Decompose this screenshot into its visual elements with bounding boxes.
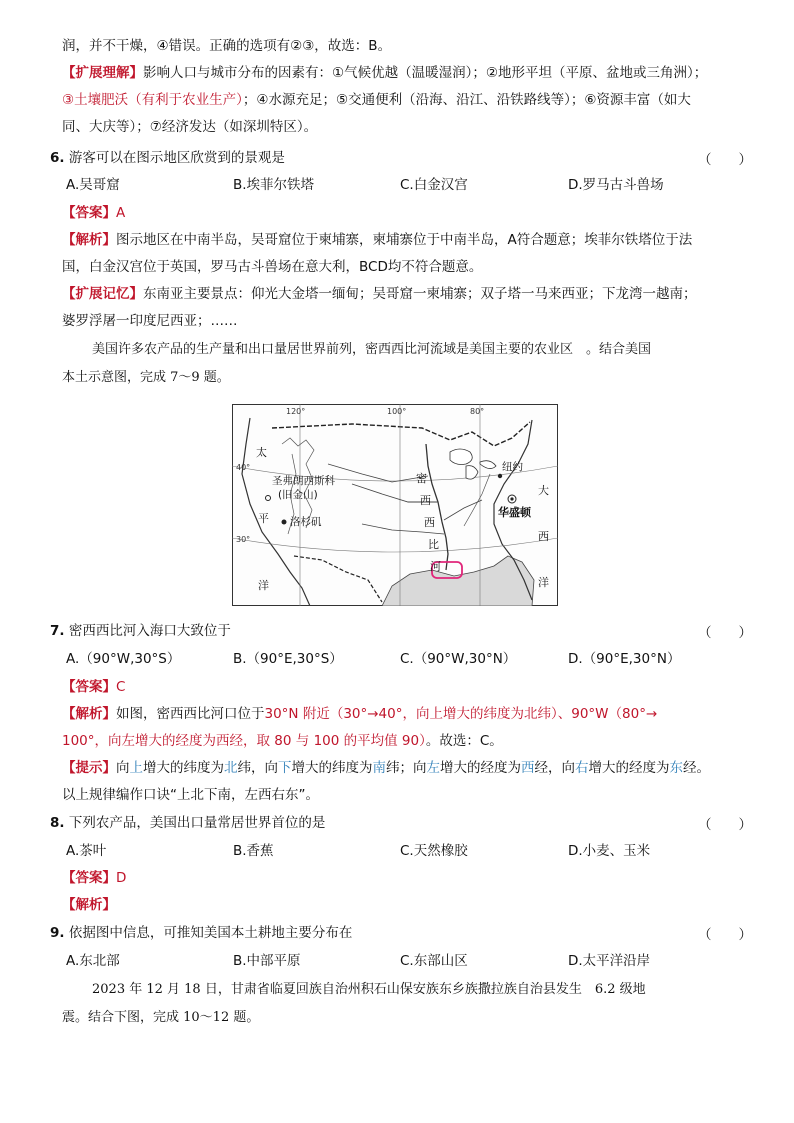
intro-paragraph: 美国许多农产品的生产量和出口量居世界前列，密西西比河流域是美国主要的农业区 。结合美国 — [92, 342, 652, 357]
river-label: 河 — [430, 560, 441, 573]
memory-text: 东南亚主要景点：仰光大金塔一缅甸；吴哥窟一柬埔寨；双子塔一马来西亚；下龙湾一越南； — [143, 286, 697, 302]
intro-paragraph: 本土示意图，完成 7～9 题。 — [62, 370, 230, 385]
tip-text: 经，向 — [534, 760, 575, 776]
question-text: 下列农产品，美国出口量常居世界首位的是 — [68, 815, 326, 831]
intro-paragraph: 震。结合下图，完成 10～12 题。 — [62, 1010, 260, 1025]
tip-text: 增大的纬度为 — [291, 760, 373, 776]
tip-text: 向 — [116, 760, 130, 776]
city-label: 圣弗朗西斯科 — [272, 475, 335, 487]
analysis-line — [62, 230, 692, 250]
option-d: D.罗马古斗兽场 — [568, 177, 664, 193]
answer-label: 【答案】 — [62, 205, 116, 221]
river-label: 密 — [416, 472, 427, 485]
option-a: A.吴哥窟 — [66, 177, 120, 193]
question-text: 游客可以在图示地区欣赏到的景观是 — [68, 150, 285, 166]
tip-key: 西 — [521, 760, 535, 776]
tip-key: 左 — [426, 760, 440, 776]
tip-key: 北 — [224, 760, 238, 776]
ocean-label: 洋 — [538, 576, 549, 589]
analysis-text: 如图，密西西比河口位于 — [116, 706, 265, 722]
tip-text: 增大的经度为 — [440, 760, 521, 776]
tip-text: 纬，向 — [237, 760, 278, 776]
tip-text: 经。 — [683, 760, 710, 776]
extension-highlight: ③土壤肥沃（有利于农业生产） — [62, 92, 243, 108]
question-7-stem — [50, 621, 231, 641]
memory-line: 婆罗浮屠一印度尼西亚；…… — [62, 313, 238, 329]
option-d: D.太平洋沿岸 — [568, 953, 651, 969]
analysis-highlight: 100°，向左增大的经度为西经，取 80 与 100 的平均值 90） — [62, 733, 426, 749]
ocean-label: 大 — [538, 484, 549, 497]
ocean-label: 平 — [258, 512, 269, 525]
tip-key: 右 — [575, 760, 589, 776]
option-b: B.香蕉 — [233, 843, 274, 859]
city-label: (旧金山) — [278, 489, 318, 501]
answer-value: C — [116, 679, 126, 695]
question-text: 密西西比河入海口大致位于 — [68, 623, 231, 639]
analysis-line — [62, 895, 116, 915]
tip-label: 【提示】 — [62, 760, 116, 776]
tip-text: 纬；向 — [386, 760, 427, 776]
memory-label: 【扩展记忆】 — [62, 286, 143, 302]
analysis-label: 【解析】 — [62, 232, 116, 248]
river-label: 西 — [420, 494, 431, 507]
los-angeles-marker — [282, 520, 287, 525]
lon-label: 120° — [286, 407, 306, 416]
option-a: A.东北部 — [66, 953, 120, 969]
extension-line — [62, 90, 691, 110]
analysis-line — [62, 704, 657, 724]
tip-key: 东 — [669, 760, 683, 776]
answer-blank: （ ） — [698, 817, 752, 833]
option-b: B.中部平原 — [233, 953, 301, 969]
ocean-label: 洋 — [258, 579, 269, 592]
question-number: 9. — [50, 925, 65, 941]
tip-key: 上 — [129, 760, 143, 776]
extension-label: 【扩展理解】 — [62, 65, 143, 81]
intro-paragraph: 2023 年 12 月 18 日，甘肃省临夏回族自治州积石山保安族东乡族撒拉族自治县发生 6.2 级地 — [92, 982, 646, 997]
lat-label: 40° — [236, 463, 251, 472]
extension-text: 影响人口与城市分布的因素有：①气候优越（温暖湿润）；②地形平坦（平原、盆地或三角洲）； — [143, 65, 708, 81]
city-label: 纽约 — [502, 461, 523, 473]
option-b: B.埃菲尔铁塔 — [233, 177, 315, 193]
tip-line — [62, 758, 710, 778]
question-number: 8. — [50, 815, 65, 831]
tip-text: 增大的经度为 — [588, 760, 670, 776]
city-label: 洛杉矶 — [290, 516, 322, 528]
ocean-label: 太 — [256, 446, 267, 459]
analysis-text: 。故选：C。 — [425, 733, 503, 749]
answer-label: 【答案】 — [62, 679, 116, 695]
option-a: A.茶叶 — [66, 843, 107, 859]
ocean-label: 西 — [538, 530, 549, 543]
answer-blank: （ ） — [698, 625, 752, 641]
extension-line: 同、大庆等）；⑦经济发达（如深圳特区）。 — [62, 119, 318, 135]
question-number: 7. — [50, 623, 65, 639]
answer-blank: （ ） — [698, 927, 752, 943]
answer-line — [62, 868, 126, 888]
option-c: C.天然橡胶 — [400, 843, 468, 859]
analysis-text: 图示地区在中南半岛，吴哥窟位于柬埔寨，柬埔寨位于中南半岛，A符合题意；埃菲尔铁塔位于法 — [116, 232, 693, 248]
option-c: C.（90°W,30°N） — [400, 651, 517, 667]
new-york-marker — [498, 474, 502, 478]
tip-line: 以上规律编作口诀“上北下南，左西右东”。 — [62, 787, 319, 803]
option-d: D.小麦、玉米 — [568, 843, 651, 859]
tip-text: 增大的纬度为 — [143, 760, 224, 776]
city-label: 华盛顿 — [498, 506, 531, 519]
lon-label: 100° — [387, 407, 407, 416]
answer-line — [62, 203, 125, 223]
answer-label: 【答案】 — [62, 870, 116, 886]
extension-line — [62, 63, 707, 83]
analysis-label: 【解析】 — [62, 706, 116, 722]
answer-value: D — [116, 870, 127, 886]
answer-value: A — [116, 205, 126, 221]
river-label: 西 — [424, 516, 435, 529]
analysis-line: 国，白金汉宫位于英国，罗马古斗兽场在意大利，BCD均不符合题意。 — [62, 259, 483, 275]
option-a: A.（90°W,30°S） — [66, 651, 181, 667]
analysis-line — [62, 731, 503, 751]
answer-line — [62, 677, 125, 697]
question-number: 6. — [50, 150, 65, 166]
washington-marker-dot — [510, 497, 513, 500]
question-8-stem — [50, 813, 325, 833]
tip-key: 南 — [372, 760, 386, 776]
lat-label: 30° — [236, 535, 251, 544]
question-6-stem — [50, 148, 285, 168]
great-lake — [450, 449, 472, 465]
question-9-stem — [50, 923, 352, 943]
option-c: C.东部山区 — [400, 953, 468, 969]
option-c: C.白金汉宫 — [400, 177, 468, 193]
answer-blank: （ ） — [698, 152, 752, 168]
option-b: B.（90°E,30°S） — [233, 651, 343, 667]
river-label: 比 — [428, 538, 439, 551]
lon-label: 80° — [470, 407, 485, 416]
usa-map — [232, 404, 558, 606]
paragraph-line: 润，并不干燥，④错误。正确的选项有②③，故选：B。 — [62, 38, 392, 54]
memory-line — [62, 284, 697, 304]
analysis-label: 【解析】 — [62, 897, 116, 913]
option-d: D.（90°E,30°N） — [568, 651, 681, 667]
extension-text: ；④水源充足；⑤交通便利（沿海、沿江、沿铁路线等）；⑥资源丰富（如大 — [242, 92, 691, 108]
analysis-highlight: 30°N 附近（30°→40°，向上增大的纬度为北纬）、90°W（80°→ — [264, 706, 658, 722]
question-text: 依据图中信息，可推知美国本土耕地主要分布在 — [68, 925, 353, 941]
tip-key: 下 — [278, 760, 292, 776]
